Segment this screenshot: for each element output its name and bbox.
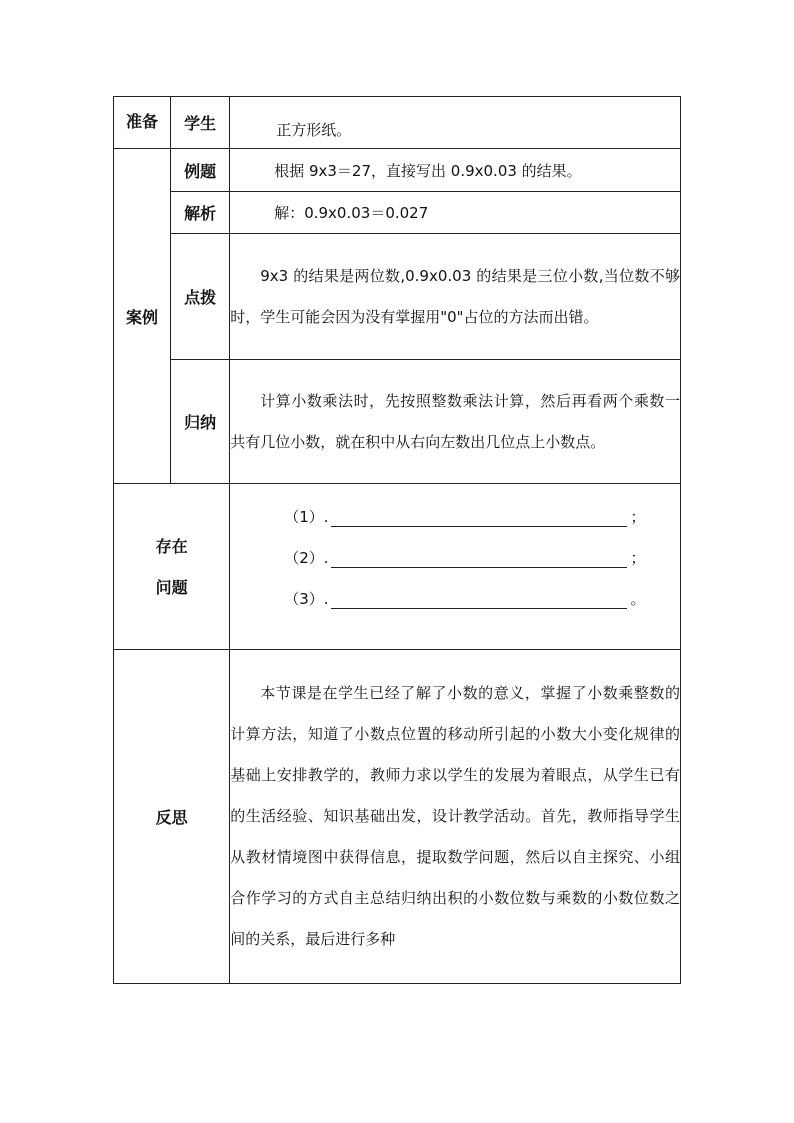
issue-num-2: （2）.	[284, 549, 329, 567]
summary-content: 计算小数乘法时，先按照整数乘法计算，然后再看两个乘数一共有几位小数，就在积中从右向左数出几位点上小数点。	[230, 360, 681, 484]
issue-blank-1[interactable]	[331, 506, 627, 527]
reflection-row	[114, 650, 681, 984]
case-row-summary	[114, 360, 681, 484]
prep-sub-label: 学生	[171, 97, 230, 149]
issue-end-1: ；	[630, 508, 646, 526]
case-row-analysis	[114, 192, 681, 234]
prep-label: 准备	[114, 97, 171, 149]
issue-end-3: 。	[630, 590, 646, 608]
analysis-content: 解：0.9x0.03＝0.027	[230, 192, 681, 234]
issues-label-line1: 存在	[155, 536, 188, 556]
issues-label-line2: 问题	[155, 577, 188, 597]
issue-item-2	[230, 527, 680, 568]
tips-content: 9x3 的结果是两位数,0.9x0.03 的结果是三位小数,当位数不够时，学生可能会因为没有掌握用"0"占位的方法而出错。	[230, 234, 681, 360]
reflection-content: 本节课是在学生已经了解了小数的意义，掌握了小数乘整数的计算方法，知道了小数点位置的移动所引起的小数大小变化规律的基础上安排教学的，教师力求以学生的发展为着眼点，从学生已有的生活经验、知识基础出发，设计教学活动。首先，教师指导学生从教材情境图中获得信息，提取数学问题，然后以自主探究、小组合作学习的方式自主总结归纳出积的小数位数与乘数的小数位数之间的关系，最后进行多种	[230, 650, 681, 984]
analysis-label: 解析	[171, 192, 230, 234]
case-row-example	[114, 149, 681, 192]
case-row-tips	[114, 234, 681, 360]
issues-content	[230, 484, 681, 650]
prep-row	[114, 97, 681, 149]
prep-content: 正方形纸。	[230, 97, 681, 149]
issue-blank-2[interactable]	[331, 547, 627, 568]
example-content: 根据 9x3＝27，直接写出 0.9x0.03 的结果。	[230, 149, 681, 192]
issues-label	[114, 484, 230, 650]
lesson-plan-table	[113, 96, 681, 984]
issues-row	[114, 484, 681, 650]
issue-num-3: （3）.	[284, 590, 329, 608]
tips-label: 点拨	[171, 234, 230, 360]
reflection-label: 反思	[114, 650, 230, 984]
issue-num-1: （1）.	[284, 508, 329, 526]
example-label: 例题	[171, 149, 230, 192]
case-label: 案例	[114, 149, 171, 484]
issue-blank-3[interactable]	[331, 588, 627, 609]
issue-end-2: ；	[630, 549, 646, 567]
summary-label: 归纳	[171, 360, 230, 484]
issue-item-1	[230, 486, 680, 527]
issue-item-3	[230, 568, 680, 609]
